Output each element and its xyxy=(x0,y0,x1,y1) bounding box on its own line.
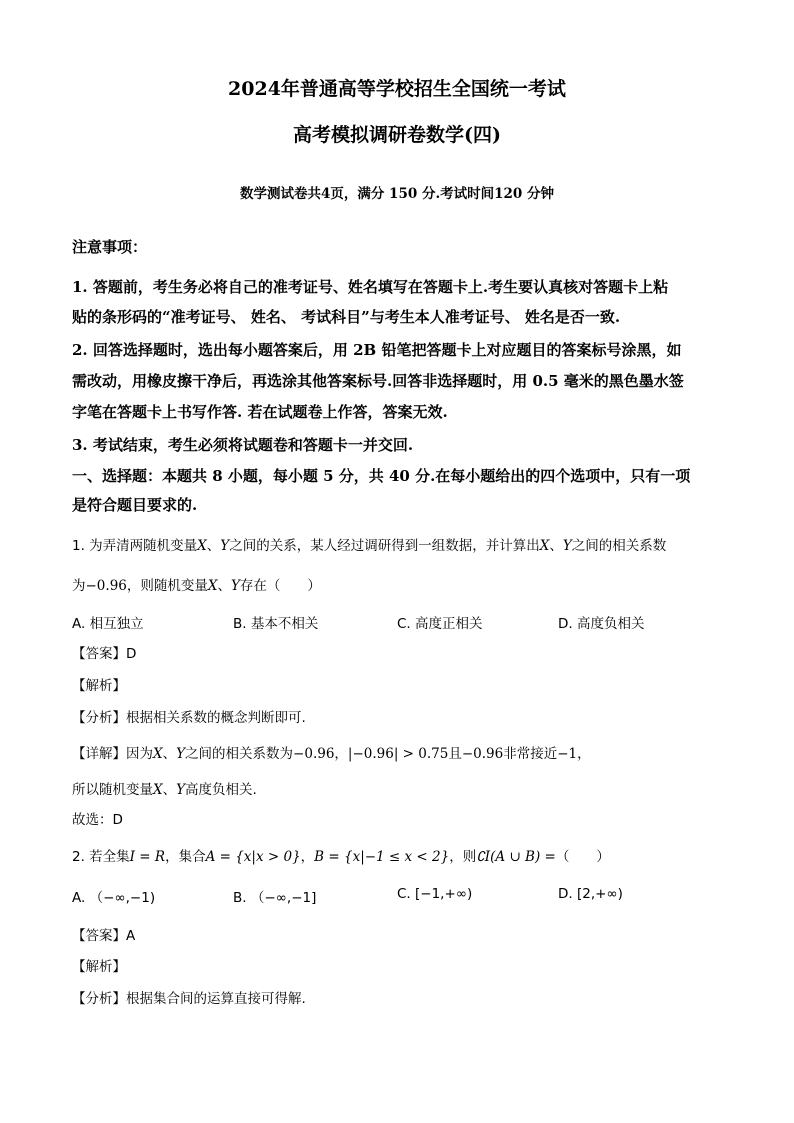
detail-tag: 【详解】 xyxy=(72,746,126,762)
detail-text: 非常接近 xyxy=(503,746,558,762)
q2-option-d: D. [2,+∞) xyxy=(558,886,623,902)
q1-fenxi xyxy=(72,706,306,726)
exam-info: 数学测试卷共4页，满分 150 分.考试时间120 分钟 xyxy=(239,186,555,202)
separator: 、 xyxy=(162,746,177,762)
q1-analysis-tag: 【解析】 xyxy=(72,678,126,694)
universal-set: I = R xyxy=(129,849,166,865)
detail-text: 之间的相关系数为 xyxy=(185,746,294,762)
q2-answer xyxy=(72,924,135,944)
fenxi-text: 根据相关系数的概念判断即可. xyxy=(126,710,306,726)
answer-tag: 【答案】 xyxy=(72,928,126,944)
var-y: Y xyxy=(220,538,230,554)
var-y: Y xyxy=(231,578,240,594)
q1-text: 之间的相关系数 xyxy=(571,538,667,554)
abs-value: |−0.96| xyxy=(347,746,399,762)
section1-instruction-line-2: 是符合题目要求的. xyxy=(72,496,198,514)
q1-option-b: B. 基本不相关 xyxy=(233,616,319,632)
q2-stem xyxy=(72,845,610,865)
q1-stem-line-2 xyxy=(72,574,321,594)
notice-item-1-line-1: 1. 答题前，考生务必将自己的准考证号、姓名填写在答题卡上.考生要认真核对答题卡上粘 xyxy=(72,278,669,296)
q1-text: 1. 为弄清两随机变量 xyxy=(72,538,198,554)
notice-heading: 注意事项： xyxy=(72,238,148,256)
q2-option-b: B. （−∞,−1] xyxy=(233,890,317,906)
q2-text: ，集合 xyxy=(165,849,206,865)
exam-title: 2024年普通高等学校招生全国统一考试 xyxy=(228,78,566,100)
detail-text: 高度负相关. xyxy=(185,782,257,798)
var-x: X xyxy=(153,782,163,798)
q1-text: 存在（ ） xyxy=(239,578,321,594)
notice-item-1-line-2: 贴的条形码的“准考证号、 姓名、 考试科目”与考生本人准考证号、 姓名是否一致. xyxy=(72,308,621,326)
section1-instruction-line-1: 一、选择题：本题共 8 小题，每小题 5 分，共 40 分.在每小题给出的四个选项中，只有一项 xyxy=(72,467,691,485)
correlation-value: −0.96 xyxy=(461,746,504,762)
detail-text: ， xyxy=(577,746,591,762)
q2-text: 2. 若全集 xyxy=(72,849,130,865)
separator: 、 xyxy=(206,538,221,554)
notice-item-3: 3. 考试结束，考生必须将试题卷和答题卡一并交回. xyxy=(72,436,414,454)
answer-value: A xyxy=(126,928,136,944)
separator: ， xyxy=(334,746,348,762)
var-x: X xyxy=(197,538,207,554)
q1-option-c: C. 高度正相关 xyxy=(397,616,483,632)
var-y: Y xyxy=(176,746,186,762)
detail-text: 因为 xyxy=(126,746,153,762)
answer-value: D xyxy=(126,646,137,662)
q2-text: （ ） xyxy=(555,849,610,865)
var-x: X xyxy=(207,578,218,594)
q1-text: 为 xyxy=(72,578,86,594)
q1-answer xyxy=(72,642,136,662)
q2-analysis-tag: 【解析】 xyxy=(72,959,126,975)
var-x: X xyxy=(153,746,163,762)
q2-fenxi xyxy=(72,987,306,1007)
exam-subtitle-paper: 高考模拟调研卷数学(四) xyxy=(293,124,501,146)
complement-expr: ∁I(A ∪ B) = xyxy=(476,849,556,865)
notice-item-2-line-2: 需改动，用橡皮擦干净后，再选涂其他答案标号.回答非选择题时，用 0.5 毫米的黑色墨水签 xyxy=(72,372,684,390)
q2-option-a: A. （−∞,−1) xyxy=(72,890,156,906)
comparison: > 0.75 xyxy=(398,746,449,762)
separator: 、 xyxy=(162,782,177,798)
q1-option-d: D. 高度负相关 xyxy=(558,616,645,632)
fenxi-tag: 【分析】 xyxy=(72,710,126,726)
minus-one: −1 xyxy=(557,746,578,762)
var-x: X xyxy=(539,538,550,554)
q2-text: ，则 xyxy=(449,849,477,865)
correlation-value: −0.96 xyxy=(293,746,335,762)
fenxi-text: 根据集合间的运算直接可得解. xyxy=(126,991,306,1007)
var-y: Y xyxy=(562,538,572,554)
q1-text: ，则随机变量 xyxy=(126,578,208,594)
notice-item-2-line-3: 字笔在答题卡上书写作答. 若在试题卷上作答，答案无效. xyxy=(72,403,448,421)
set-b: B = {x|−1 ≤ x < 2} xyxy=(314,849,450,865)
correlation-value: −0.96 xyxy=(85,578,127,594)
q2-option-c: C. [−1,+∞) xyxy=(397,886,473,902)
answer-tag: 【答案】 xyxy=(72,646,126,662)
detail-text: 且 xyxy=(448,746,462,762)
q1-detail-line-2 xyxy=(72,778,257,798)
separator: 、 xyxy=(217,578,231,594)
q2-text: ， xyxy=(300,849,315,865)
fenxi-tag: 【分析】 xyxy=(72,991,126,1007)
q1-stem-line-1 xyxy=(72,534,666,554)
q1-choose: 故选：D xyxy=(72,812,123,828)
var-y: Y xyxy=(176,782,186,798)
q1-option-a: A. 相互独立 xyxy=(72,616,144,632)
q1-detail-line-1 xyxy=(72,742,591,762)
set-a: A = {x|x > 0} xyxy=(205,849,301,865)
notice-item-2-line-1: 2. 回答选择题时，选出每小题答案后，用 2B 铅笔把答题卡上对应题目的答案标号涂黑，如 xyxy=(72,341,682,359)
detail-text: 所以随机变量 xyxy=(72,782,153,798)
q1-text: 之间的关系，某人经过调研得到一组数据，并计算出 xyxy=(229,538,540,554)
separator: 、 xyxy=(549,538,563,554)
